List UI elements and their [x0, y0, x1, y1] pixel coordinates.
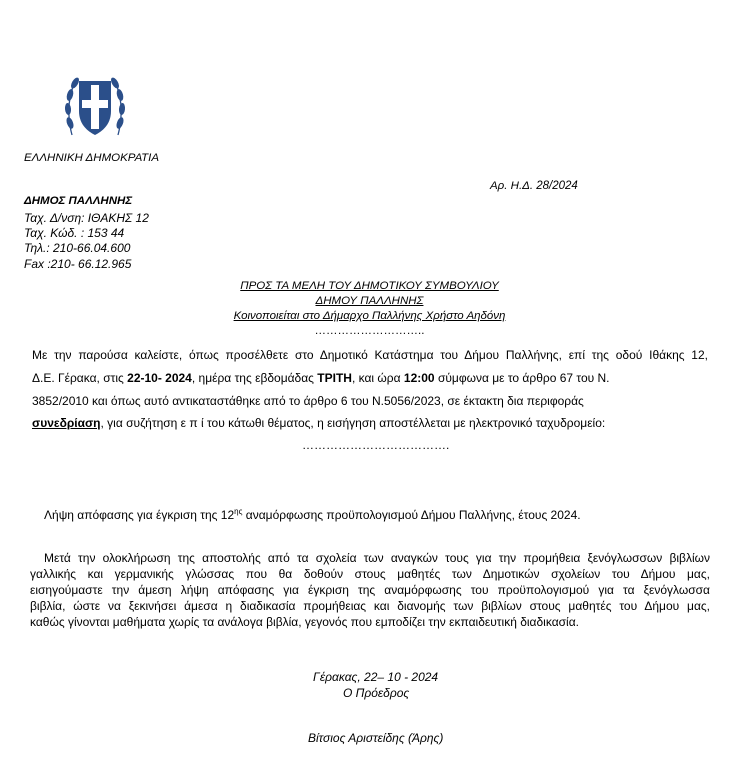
invitation-line-3: 3852/2010 και όπως αυτό αντικαταστάθηκε από το άρθρο 6 του Ν.5056/2023, σε έκτακτη δια περιφοράς — [32, 394, 584, 408]
body-line-1: Μετά την ολοκλήρωση της αποστολής από τα σχολεία των αναγκών τους για την προμήθεια ξενόγλωσσων βιβλίων — [44, 551, 710, 565]
meeting-date: 22-10- 2024 — [127, 371, 192, 385]
protocol-number: Αρ. Η.Δ. 28/2024 — [490, 180, 578, 192]
session-word: συνεδρίαση — [32, 416, 101, 430]
meeting-time: 12:00 — [403, 371, 435, 385]
recipients-cc: Κοινοποιείται στο Δήμαρχο Παλλήνης Χρήστο Αηδόνη — [233, 310, 506, 322]
body-line-3: εισηγούμαστε την άμεση λήψη απόφασης για έγκριση της αναμόρφωσης του προϋπολογισμού για τα ξενόγλωσσα — [30, 583, 710, 597]
address-street: Ταχ. Δ/νση: ΙΘΑΚΗΣ 12 — [24, 211, 149, 225]
invitation-dots: ………………………………. — [302, 438, 450, 452]
republic-label: ΕΛΛΗΝΙΚΗ ΔΗΜΟΚΡΑΤΙΑ — [24, 152, 160, 164]
subject-line: Λήψη απόφασης για έγκριση της $12^{\eta\varsigma}$ αναμόρφωσης προϋπολογισμού Δήμου Παλλήνης, έτους 2024. — [44, 507, 581, 522]
municipality-name: ΔΗΜΟΣ ΠΑΛΛΗΝΗΣ — [24, 195, 133, 207]
recipients-municipality: ΔΗΜΟΥ ΠΑΛΛΗΝΗΣ — [315, 295, 424, 307]
address-phone: Τηλ.: 210-66.04.600 — [24, 241, 131, 255]
body-line-2: γαλλικής και γερμανικής γλώσσας που θα δοθούν στους μαθητές των Δημοτικών σχολείων του Δήμου μας, — [30, 567, 710, 581]
recipients-council: ΠΡΟΣ ΤΑ ΜΕΛΗ ΤΟΥ ΔΗΜΟΤΙΚΟΥ ΣΥΜΒΟΥΛΙΟΥ — [240, 280, 499, 292]
invitation-line-1: Με την παρούσα καλείστε, όπως προσέλθετε στο Δημοτικό Κατάστημα του Δήμου Παλλήνης, επί της οδού Ιθάκης 12, — [32, 348, 708, 362]
body-paragraph — [30, 550, 710, 630]
invitation-line-4: συνεδρίαση, για συζήτηση ε π ί του κάτωθι θέματος, η εισήγηση αποστέλλεται με ηλεκτρονικό ταχυδρομείο: — [32, 416, 606, 430]
invitation-line-2: Δ.Ε. Γέρακα, στις 22-10- 2024, ημέρα της εβδομάδας ΤΡΙΤΗ, και ώρα 12:00 σύμφωνα με το άρθρο 67 του Ν. — [32, 371, 610, 385]
recipients-dots: ……………………….. — [314, 325, 425, 337]
signature-role: Ο Πρόεδρος — [343, 686, 410, 700]
meeting-day: ΤΡΙΤΗ — [317, 371, 352, 385]
body-line-5: καθώς γίνονται μαθήματα χωρίς τα ανάλογα βιβλία, γεγονός που εμποδίζει την εκπαιδευτική διαδικασία. — [30, 615, 579, 629]
place-date: Γέρακας, 22– 10 - 2024 — [313, 670, 439, 684]
signature-name: Βίτσιος Αριστείδης (Άρης) — [308, 731, 444, 745]
address-postal: Ταχ. Κώδ. : 153 44 — [24, 226, 125, 240]
body-line-4: βιβλία, ώστε να ξεκινήσει άμεσα η διαδικασία προμήθειας και διανομής των βιβλίων στους μαθητές του Δήμου μας, — [30, 599, 710, 613]
address-fax: Fax :210- 66.12.965 — [24, 257, 132, 271]
greek-coat-of-arms-icon — [62, 65, 128, 145]
